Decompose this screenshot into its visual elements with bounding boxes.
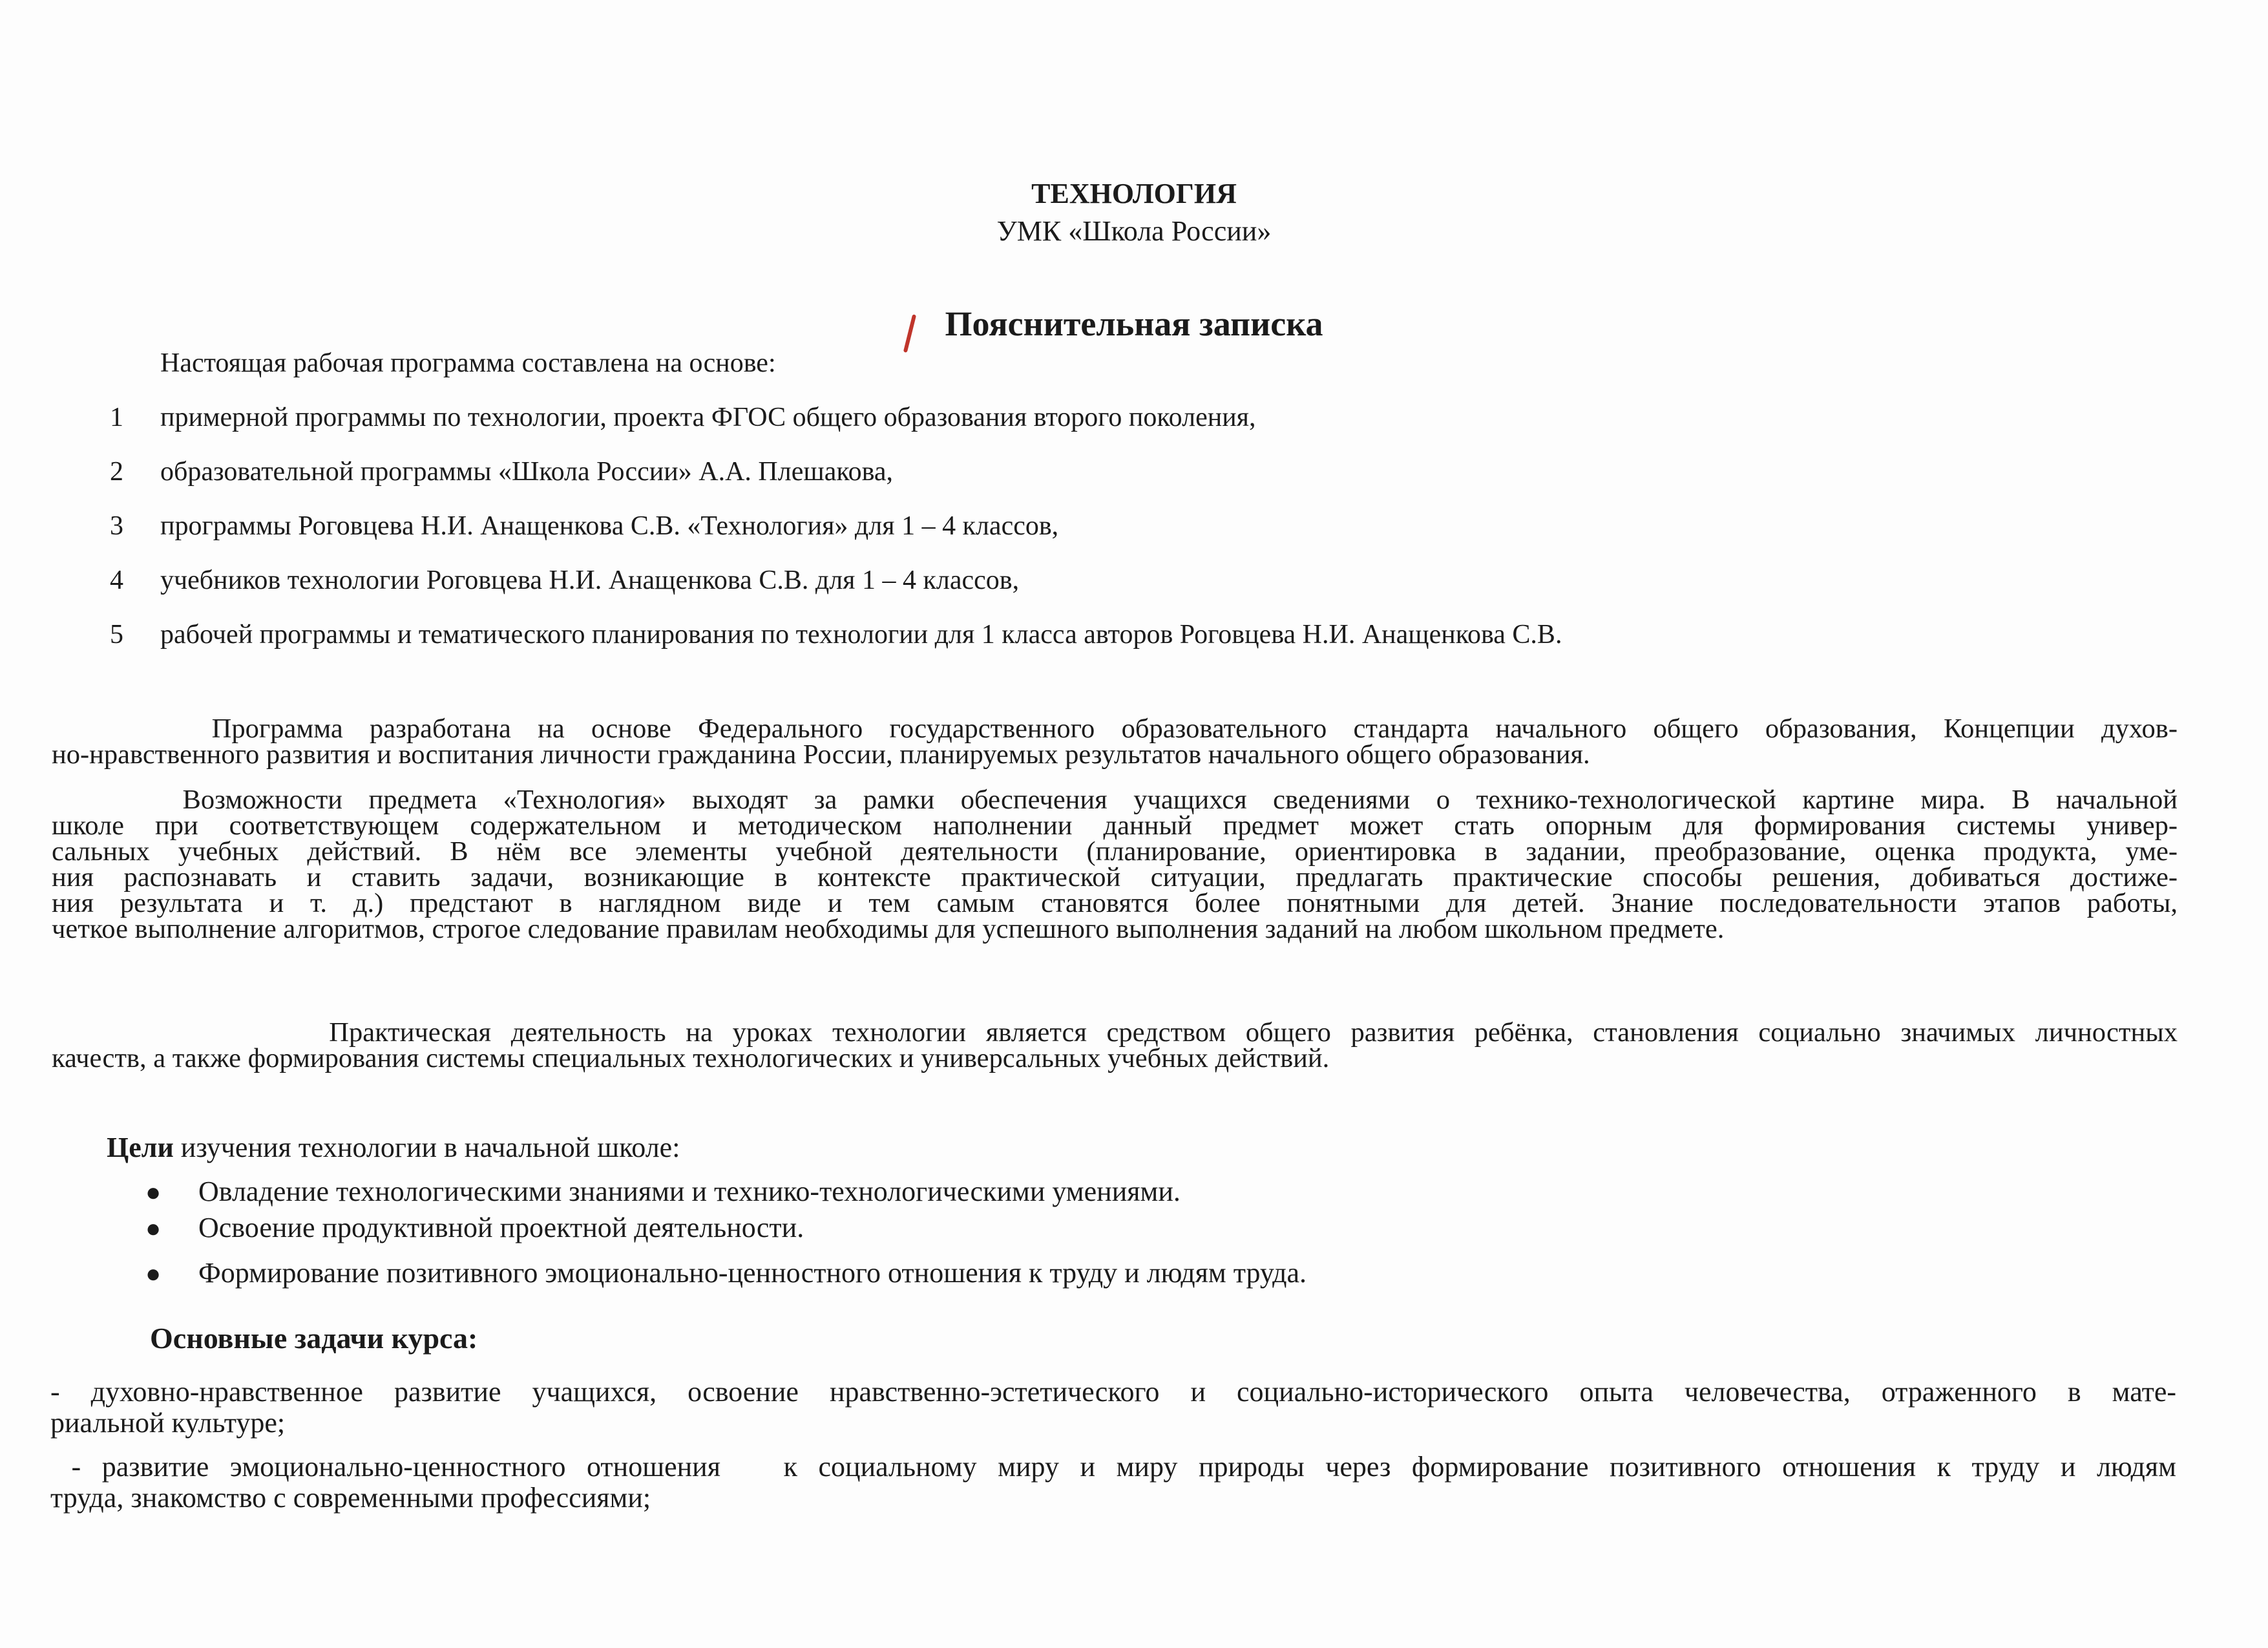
list-text: программы Роговцева Н.И. Анащенкова С.В. «Технология» для 1 – 4 классов,	[160, 511, 1059, 541]
bullet-item	[145, 1211, 804, 1244]
list-text: рабочей программы и тематического планирования по технологии для 1 класса авторов Роговцева Н.И. Анащенкова С.В.	[160, 620, 1562, 650]
list-text: учебников технологии Роговцева Н.И. Анащенкова С.В. для 1 – 4 классов,	[160, 565, 1020, 595]
paragraph-program-basis	[52, 713, 2178, 770]
bullet-item	[145, 1175, 1181, 1208]
paragraph-subject-possibilities	[52, 787, 2178, 942]
task-item	[50, 1377, 2176, 1439]
goals-heading-rest: изучения технологии в начальной школе:	[173, 1132, 680, 1163]
paragraph-line: Программа разработана на основе Федерального государственного образовательного стандарта начального общего образования, Концепции духов-	[52, 713, 2178, 744]
document-title: ТЕХНОЛОГИЯ	[1031, 178, 1237, 209]
list-text: примерной программы по технологии, проекта ФГОС общего образования второго поколения,	[160, 403, 1256, 432]
list-number: 1	[110, 403, 123, 432]
list-item	[110, 511, 1058, 542]
list-number: 5	[110, 620, 123, 650]
list-item	[110, 402, 1256, 433]
bullet-icon: ●	[145, 1214, 162, 1243]
bullet-icon: ●	[145, 1178, 162, 1207]
bullet-icon: ●	[145, 1259, 162, 1288]
paragraph-line: качеств, а также формирования системы специальных технологических и универсальных учебных действий.	[52, 1043, 1330, 1073]
bullet-text: Формирование позитивного эмоционально-ценностного отношения к труду и людям труда.	[198, 1257, 1307, 1289]
list-number: 4	[110, 565, 123, 595]
paragraph-line: школе при соответствующем содержательном и методическом наполнении данный предмет может стать опорным для формирования системы универ-	[52, 810, 2178, 841]
task-line: - развитие эмоционально-ценностного отношения к социальному миру и миру природы через формирование позитивного отношения к труду и людям	[50, 1451, 2176, 1483]
task-line: - духовно-нравственное развитие учащихся, освоение нравственно-эстетического и социально-исторического опыта человечества, отраженного в мате-	[50, 1376, 2176, 1408]
task-item	[50, 1452, 2176, 1514]
task-line: труда, знакомство с современными профессиями;	[50, 1482, 651, 1514]
goals-heading-bold: Цели	[107, 1132, 174, 1163]
section-heading: Пояснительная записка	[945, 304, 1323, 343]
paragraph-line: четкое выполнение алгоритмов, строгое следование правилам необходимы для успешного выполнения заданий на любом школьном предмете.	[52, 914, 1725, 944]
paragraph-line: но-нравственного развития и воспитания личности гражданина России, планируемых результатов начального общего образования.	[52, 739, 1590, 770]
goals-heading	[107, 1131, 680, 1164]
bullet-text: Овладение технологическими знаниями и технико-технологическими умениями.	[198, 1176, 1181, 1207]
intro-text: Настоящая рабочая программа составлена на основе:	[160, 348, 776, 378]
list-number: 3	[110, 511, 123, 541]
paragraph-line: Практическая деятельность на уроках технологии является средством общего развития ребёнка, становления социально значимых личностных	[52, 1017, 2178, 1048]
paragraph-line: ния распознавать и ставить задачи, возникающие в контексте практической ситуации, предлагать практические способы решения, добиваться достиже-	[52, 862, 2178, 893]
paragraph-line: ния результата и т. д.) предстают в наглядном виде и тем самым становятся более понятными для детей. Знание последовательности этапов работы,	[52, 888, 2178, 918]
list-number: 2	[110, 457, 123, 487]
document-subtitle: УМК «Школа России»	[996, 215, 1272, 247]
paragraph-line: сальных учебных действий. В нём все элементы учебной деятельности (планирование, ориентировка в задании, преобразование, оценка продукта, уме-	[52, 836, 2178, 867]
list-item	[110, 619, 1562, 650]
list-item	[110, 565, 1019, 596]
paragraph-line: Возможности предмета «Технология» выходят за рамки обеспечения учащихся сведениями о технико-технологической картине мира. В начальной	[52, 785, 2178, 815]
list-text: образовательной программы «Школа России» А.А. Плешакова,	[160, 457, 894, 487]
task-line: риальной культуре;	[50, 1407, 286, 1439]
tasks-heading: Основные задачи курса:	[150, 1322, 478, 1355]
bullet-text: Освоение продуктивной проектной деятельности.	[198, 1212, 804, 1243]
bullet-item	[145, 1256, 1307, 1289]
list-item	[110, 456, 893, 487]
paragraph-practical-activity	[52, 1017, 2178, 1073]
